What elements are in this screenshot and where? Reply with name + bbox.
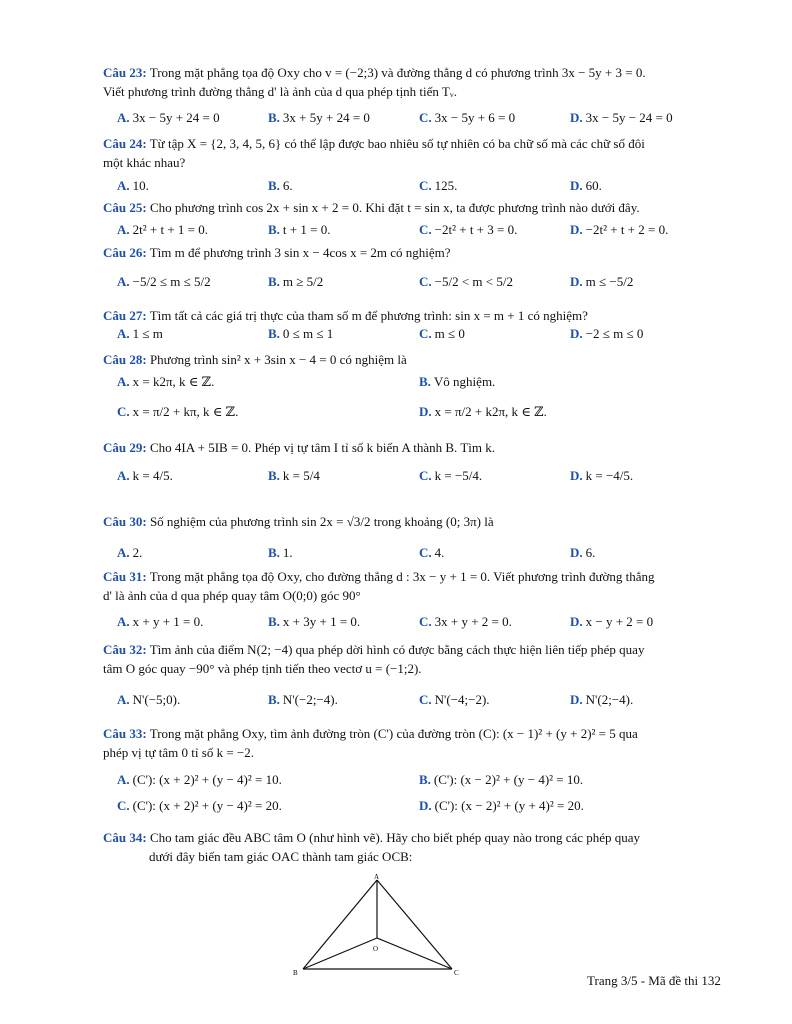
segment-oc [377,938,452,969]
question-text: Tìm m để phương trình 3 sin x − 4cos x = 2m có nghiệm? [149,245,451,260]
question-24 [103,134,723,172]
question-32 [103,640,723,678]
option-b[interactable]: B. x + 3y + 1 = 0. [268,614,361,629]
triangle-figure [290,872,470,982]
option-a[interactable]: A. k = 4/5. [117,468,173,483]
side-ac [377,880,452,969]
question-26 [103,243,723,262]
question-text: Cho 4IA + 5IB = 0. Phép vị tự tâm I tỉ số k biến A thành B. Tìm k. [149,440,495,455]
question-text: Từ tập X = {2, 3, 4, 5, 6} có thể lập được bao nhiêu số tự nhiên có ba chữ số mà các chữ số đôi [149,136,645,151]
question-text: Trong mặt phẳng tọa độ Oxy, cho đường thẳng d : 3x − y + 1 = 0. Viết phương trình đường thẳng [149,569,655,584]
option-b[interactable]: B. t + 1 = 0. [268,222,331,237]
question-28 [103,350,723,369]
option-c[interactable]: C. N'(−4;−2). [419,692,490,707]
option-a[interactable]: A. x = k2π, k ∈ ℤ. [117,374,215,389]
question-label: Câu 23: [103,65,147,80]
option-d[interactable]: D. m ≤ −5/2 [570,274,634,289]
option-d[interactable]: D. −2t² + t + 2 = 0. [570,222,669,237]
page-footer: Trang 3/5 - Mã đề thi 132 [587,973,721,988]
answers-24 [117,178,717,198]
option-d[interactable]: D. N'(2;−4). [570,692,634,707]
option-d[interactable]: D. x − y + 2 = 0 [570,614,654,629]
question-text-continued: tâm O góc quay −90° và phép tịnh tiến theo vectơ u = (−1;2). [103,661,422,676]
option-b[interactable]: B. Vô nghiệm. [419,374,496,389]
option-b[interactable]: B. m ≥ 5/2 [268,274,324,289]
question-text-continued: một khác nhau? [103,155,186,170]
option-d[interactable]: D. x = π/2 + k2π, k ∈ ℤ. [419,404,547,419]
answers-23 [117,110,717,130]
question-text-continued: dưới đây biến tam giác OAC thành tam giác OCB: [149,849,413,864]
option-c[interactable]: C. −2t² + t + 3 = 0. [419,222,518,237]
option-b[interactable]: B. 6. [268,178,293,193]
question-text-continued: phép vị tự tâm 0 tỉ số k = −2. [103,745,254,760]
answers-31 [117,614,717,634]
answers-33-row2 [117,798,717,818]
option-a[interactable]: A. (C'): (x + 2)² + (y − 4)² = 10. [117,772,282,787]
question-31 [103,567,723,605]
question-34 [103,828,723,866]
option-b[interactable]: B. 1. [268,545,293,560]
question-text: Trong mặt phẳng Oxy, tìm ảnh đường tròn (C') của đường tròn (C): (x − 1)² + (y + 2)² = 5 qua [149,726,638,741]
option-c[interactable]: C. 3x + y + 2 = 0. [419,614,512,629]
option-d[interactable]: D. 6. [570,545,596,560]
answers-28-row1 [117,374,717,394]
question-text-continued: Viết phương trình đường thẳng d' là ảnh của d qua phép tịnh tiến Tᵥ. [103,84,457,99]
question-text: Phương trình sin² x + 3sin x − 4 = 0 có nghiệm là [149,352,407,367]
answers-27 [117,326,717,346]
question-label: Câu 34: [103,830,147,845]
question-label: Câu 29: [103,440,147,455]
option-a[interactable]: A. 2. [117,545,143,560]
option-a[interactable]: A. 3x − 5y + 24 = 0 [117,110,220,125]
question-label: Câu 25: [103,200,147,215]
question-text-continued: d' là ảnh của d qua phép quay tâm O(0;0) góc 90° [103,588,361,603]
option-b[interactable]: B. k = 5/4 [268,468,320,483]
option-c[interactable]: C. −5/2 < m < 5/2 [419,274,513,289]
answers-25 [117,222,717,242]
option-d[interactable]: D. −2 ≤ m ≤ 0 [570,326,644,341]
vertex-label-a: A [374,873,380,881]
question-label: Câu 33: [103,726,147,741]
option-c[interactable]: C. 125. [419,178,458,193]
option-c[interactable]: C. k = −5/4. [419,468,483,483]
question-text: Tìm tất cả các giá trị thực của tham số m để phương trình: sin x = m + 1 có nghiệm? [149,308,588,323]
option-c[interactable]: C. m ≤ 0 [419,326,465,341]
answers-30 [117,545,717,565]
question-text: Trong mặt phẳng tọa độ Oxy cho v = (−2;3) và đường thẳng d có phương trình 3x − 5y + 3 = 0. [149,65,646,80]
answers-26 [117,274,717,294]
question-text: Cho phương trình cos 2x + sin x + 2 = 0. Khi đặt t = sin x, ta được phương trình nào dưới đây. [149,200,640,215]
question-text: Tìm ảnh của điểm N(2; −4) qua phép dời hình có được bằng cách thực hiện liên tiếp phép quay [149,642,645,657]
option-d[interactable]: D. (C'): (x − 2)² + (y + 4)² = 20. [419,798,584,813]
answers-32 [117,692,717,712]
option-b[interactable]: B. 3x + 5y + 24 = 0 [268,110,370,125]
option-a[interactable]: A. 10. [117,178,149,193]
center-label-o: O [373,945,379,953]
option-a[interactable]: A. 2t² + t + 1 = 0. [117,222,209,237]
question-text: Số nghiệm của phương trình sin 2x = √3/2 trong khoảng (0; 3π) là [149,514,494,529]
option-c[interactable]: C. x = π/2 + kπ, k ∈ ℤ. [117,404,239,419]
option-d[interactable]: D. k = −4/5. [570,468,634,483]
option-a[interactable]: A. 1 ≤ m [117,326,163,341]
question-label: Câu 30: [103,514,147,529]
vertex-label-b: B [293,969,298,977]
answers-28-row2 [117,404,717,424]
question-30 [103,512,723,531]
answers-33-row1 [117,772,717,792]
question-25 [103,198,723,217]
option-c[interactable]: C. 4. [419,545,445,560]
question-29 [103,438,723,457]
option-b[interactable]: B. 0 ≤ m ≤ 1 [268,326,334,341]
vertex-label-c: C [454,969,459,977]
question-label: Câu 24: [103,136,147,151]
question-label: Câu 28: [103,352,147,367]
question-text: Cho tam giác đều ABC tâm O (như hình vẽ). Hãy cho biết phép quay nào trong các phép quay [149,830,641,845]
option-b[interactable]: B. (C'): (x − 2)² + (y − 4)² = 10. [419,772,584,787]
question-33 [103,724,723,762]
option-c[interactable]: C. (C'): (x + 2)² + (y − 4)² = 20. [117,798,282,813]
question-27 [103,306,723,325]
option-d[interactable]: D. 60. [570,178,602,193]
option-d[interactable]: D. 3x − 5y − 24 = 0 [570,110,673,125]
question-label: Câu 32: [103,642,147,657]
question-label: Câu 31: [103,569,147,584]
question-label: Câu 27: [103,308,147,323]
option-a[interactable]: A. x + y + 1 = 0. [117,614,204,629]
side-ab [303,880,377,969]
question-23 [103,63,723,101]
option-c[interactable]: C. 3x − 5y + 6 = 0 [419,110,516,125]
option-b[interactable]: B. N'(−2;−4). [268,692,338,707]
option-a[interactable]: A. −5/2 ≤ m ≤ 5/2 [117,274,211,289]
segment-ob [303,938,377,969]
option-a[interactable]: A. N'(−5;0). [117,692,181,707]
answers-29 [117,468,717,488]
question-label: Câu 26: [103,245,147,260]
